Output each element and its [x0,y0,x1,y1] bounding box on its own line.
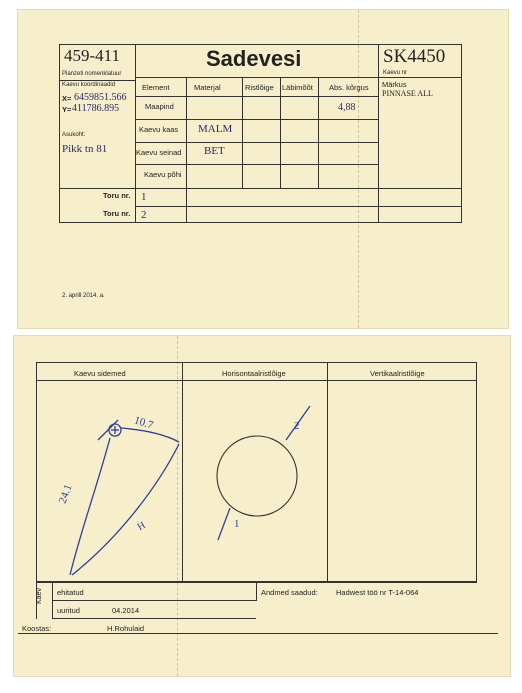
well-id: SK4450 [383,46,446,67]
y-prefix: Y= [62,105,72,114]
surveyed-label: uuritud [57,606,80,615]
x-coordinate: 6459851.566 [74,92,127,103]
print-date: 2. aprill 2014. a. [62,293,105,299]
surveyed-value: 04.2014 [112,606,140,615]
pipe-label: Toru nr. [103,209,131,218]
map-number: 459-411 [64,46,121,65]
built-label: ehitatud [57,588,84,597]
well-id-label: Kaevu nr [383,70,408,76]
col-diameter: Läbimõõt [282,83,313,92]
row-element: Kaevu seinad [136,148,182,157]
section-horizontal: Horisontaalristlõige [222,369,286,378]
x-prefix: X= [62,94,72,103]
author-value: H.Rohulaid [107,624,145,633]
note-mark-h: H [135,519,148,534]
row-height: 4,88 [338,102,356,113]
location-value: Pikk tn 81 [62,143,108,155]
pipe-number: 2 [141,209,147,221]
col-section: Ristlõige [245,83,274,92]
remarks-label: Märkus [382,80,407,89]
col-element: Element [142,83,170,92]
pipe-label: Toru nr. [103,191,131,200]
author-label: Koostas: [22,624,52,633]
coordinates-label: Kaevu koordinaadid [62,82,116,88]
source-label: Andmed saadud: [261,588,318,597]
row-element: Kaevu kaas [139,125,179,134]
row-material: BET [204,145,225,157]
row-material: MALM [198,123,233,135]
note-dist-a: 10.7 [132,414,155,432]
y-coordinate: 411786.895 [72,103,120,114]
location-label: Asukoht: [62,132,86,138]
page-title: Sadevesi [206,46,302,71]
horizontal-section-sketch [182,380,327,582]
section-connections: Kaevu sidemed [74,369,126,378]
note-dist-b: 24.1 [56,482,75,506]
col-material: Materjal [194,83,221,92]
note-mark-2: 2 [294,420,300,432]
source-value: Hadwest töö nr T-14-064 [336,588,419,597]
section-vertical: Vertikaalristlõige [370,369,425,378]
map-sheet-label: Planzeti nomenklatuur [62,71,122,77]
connection-sketch [36,380,182,582]
col-height: Abs. kõrgus [329,83,369,92]
pipe-number: 1 [141,191,147,203]
note-mark-1: 1 [234,518,240,530]
row-element: Kaevu põhi [144,170,182,179]
well-data-card [18,10,508,328]
sketch-card [14,336,510,676]
side-label: Kaev [36,588,43,604]
remarks-value: PINNASE ALL [382,89,433,98]
row-element: Maapind [145,102,174,111]
